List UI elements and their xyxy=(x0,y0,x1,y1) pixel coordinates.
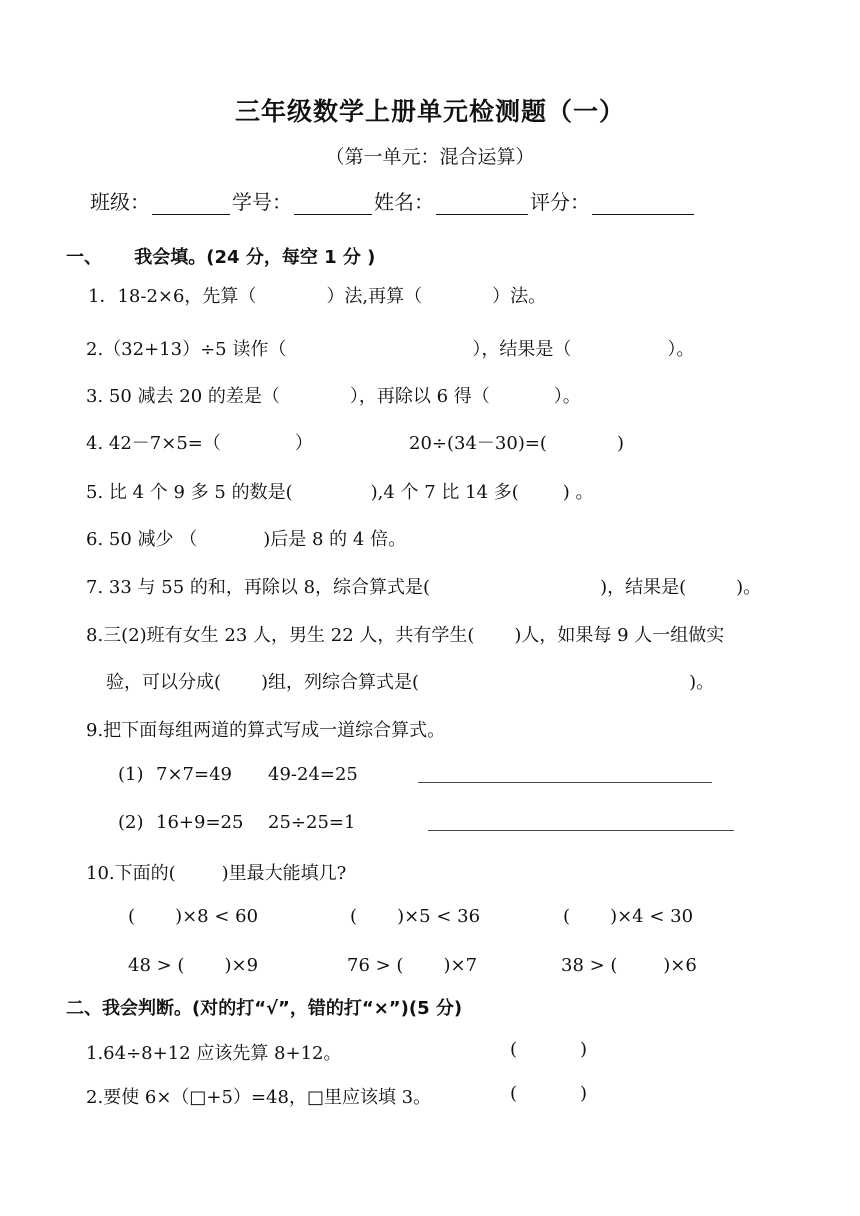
question-1-4 xyxy=(86,429,313,455)
q9-sub-2-number: (2) xyxy=(118,812,144,833)
student-info-row xyxy=(90,186,696,215)
q9-sub-2-answer-line[interactable] xyxy=(428,830,734,831)
section-1-heading xyxy=(66,243,375,269)
q10-item-4[interactable]: 48 > ( )×9 xyxy=(128,955,259,976)
q2-part-a: 2.（32+13）÷5 读作（ xyxy=(86,339,287,360)
question-1-9-stem: 9.把下面每组两道的算式写成一道综合算式。 xyxy=(86,720,446,741)
question-1-8-line-1 xyxy=(86,621,724,647)
q10-stem-part-b: )里最大能填几? xyxy=(221,863,347,884)
q7-part-b: )，结果是( xyxy=(600,577,687,598)
judge-question-2-answer-bracket[interactable]: ( ) xyxy=(510,1083,587,1104)
page-subtitle: （第一单元：混合运算） xyxy=(325,146,535,168)
question-1-2 xyxy=(86,335,694,361)
judge-question-1: 1.64÷8+12 应该先算 8+12。 xyxy=(86,1043,342,1064)
q3-part-c: ）。 xyxy=(553,386,581,407)
score-blank[interactable] xyxy=(592,192,694,215)
q10-item-3[interactable]: ( )×4 < 30 xyxy=(563,906,694,927)
q2-part-c: ）。 xyxy=(667,339,695,360)
q8-line1-part-b: )人，如果每 9 人一组做实 xyxy=(514,625,725,646)
q3-part-b: ），再除以 6 得（ xyxy=(349,386,490,407)
q10-item-1[interactable]: ( )×8 < 60 xyxy=(128,906,259,927)
q9-sub-2-expr-1: 16+9=25 xyxy=(156,812,244,833)
q7-part-a: 7. 33 与 55 的和，再除以 8，综合算式是( xyxy=(86,577,431,598)
score-label: 评分： xyxy=(530,190,590,214)
q1-part-a: 1．18-2×6，先算（ xyxy=(88,286,257,307)
name-label: 姓名： xyxy=(374,190,434,214)
q1-part-b: ）法,再算（ xyxy=(326,286,423,307)
q3-part-a: 3. 50 减去 20 的差是（ xyxy=(86,386,280,407)
question-1-3 xyxy=(86,382,581,408)
q6-part-a: 6. 50 减少 （ xyxy=(86,529,198,550)
q9-sub-1-expr-1: 7×7=49 xyxy=(156,764,232,785)
page-title: 三年级数学上册单元检测题（一） xyxy=(234,97,625,126)
judge-question-2: 2.要使 6×（□+5）=48，□里应该填 3。 xyxy=(86,1087,432,1108)
q10-stem-part-a: 10.下面的( xyxy=(86,863,176,884)
class-blank[interactable] xyxy=(152,192,230,215)
q5-part-b: ),4 个 7 比 14 多( xyxy=(370,482,519,503)
question-1-8-line-2 xyxy=(106,668,714,694)
question-1-7 xyxy=(86,573,761,599)
student-id-label: 学号： xyxy=(232,190,292,214)
q7-part-c: )。 xyxy=(736,577,762,598)
student-id-blank[interactable] xyxy=(294,192,372,215)
q5-part-a: 5. 比 4 个 9 多 5 的数是( xyxy=(86,482,293,503)
q5-part-c: ) 。 xyxy=(562,482,594,503)
judge-question-1-answer-bracket[interactable]: ( ) xyxy=(510,1039,587,1060)
class-label: 班级： xyxy=(90,190,150,214)
q9-sub-1-answer-line[interactable] xyxy=(418,782,712,783)
q4-part-a: 4. 42－7×5=（ xyxy=(86,433,221,454)
q8-line1-part-a: 8.三(2)班有女生 23 人，男生 22 人，共有学生( xyxy=(86,625,475,646)
q10-item-2[interactable]: ( )×5 < 36 xyxy=(350,906,481,927)
section-1-number: 一、 xyxy=(66,247,102,268)
q9-sub-1-expr-2: 49-24=25 xyxy=(268,764,358,785)
q8-line2-part-c: )。 xyxy=(689,672,715,693)
q4-part-b: ） xyxy=(294,433,313,454)
question-1-10-stem xyxy=(86,859,346,885)
question-1-6 xyxy=(86,525,406,551)
q1-part-c: ）法。 xyxy=(492,286,547,307)
question-1-1 xyxy=(88,282,546,308)
q4-part-c: 20÷(34－30)=( xyxy=(409,433,547,454)
question-1-4-second xyxy=(409,429,624,455)
q4-part-d: ) xyxy=(616,433,624,454)
section-2-heading: 二、我会判断。(对的打“√”，错的打“×”)(5 分) xyxy=(66,998,463,1019)
q9-sub-1-number: (1) xyxy=(118,764,144,785)
q10-item-5[interactable]: 76 > ( )×7 xyxy=(347,955,478,976)
question-1-5 xyxy=(86,478,594,504)
section-1-title: 我会填。(24 分，每空 1 分 ) xyxy=(134,247,376,268)
q2-part-b: ），结果是（ xyxy=(472,339,572,360)
q8-line2-part-b: )组，列综合算式是( xyxy=(261,672,420,693)
name-blank[interactable] xyxy=(436,192,528,215)
q6-part-b: )后是 8 的 4 倍。 xyxy=(263,529,407,550)
q8-line2-part-a: 验，可以分成( xyxy=(106,672,222,693)
q10-item-6[interactable]: 38 > ( )×6 xyxy=(561,955,697,976)
q9-sub-2-expr-2: 25÷25=1 xyxy=(268,812,356,833)
